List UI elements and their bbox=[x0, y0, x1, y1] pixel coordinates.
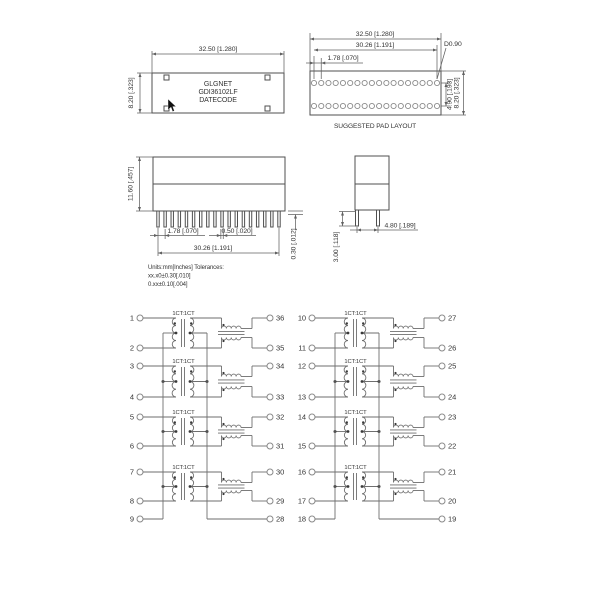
dim-arrow bbox=[310, 62, 314, 65]
junction-dot bbox=[347, 485, 350, 488]
phase-dot bbox=[394, 493, 396, 495]
pad bbox=[420, 80, 425, 85]
pad bbox=[391, 103, 396, 108]
pin-terminal bbox=[267, 363, 273, 369]
choke-winding bbox=[394, 436, 414, 438]
pad bbox=[369, 80, 374, 85]
dim-label: 0.50 [.020] bbox=[221, 228, 253, 235]
phase-dot bbox=[346, 421, 348, 423]
choke-winding bbox=[394, 338, 414, 340]
dim-arrow bbox=[433, 49, 437, 52]
pin-terminal bbox=[309, 315, 315, 321]
junction-dot bbox=[347, 332, 350, 335]
pin-terminal bbox=[439, 363, 445, 369]
schematic-block bbox=[130, 311, 284, 524]
pin bbox=[200, 211, 202, 227]
pin-terminal bbox=[267, 345, 273, 351]
junction-dot bbox=[175, 332, 178, 335]
phase-dot bbox=[362, 370, 364, 372]
pin bbox=[278, 211, 280, 227]
pin bbox=[214, 211, 216, 227]
turns-ratio-label: 1CT:1CT bbox=[172, 465, 195, 471]
phase-dot bbox=[174, 476, 176, 478]
phase-dot bbox=[222, 423, 224, 425]
pin bbox=[242, 211, 244, 227]
pin-number: 29 bbox=[276, 496, 285, 506]
note-line: Units:mm[Inches] Tolerances: bbox=[148, 265, 224, 271]
pad bbox=[427, 80, 432, 85]
pad bbox=[340, 80, 345, 85]
datecode-label: DATECODE bbox=[199, 97, 237, 104]
pin-number: 13 bbox=[297, 392, 306, 402]
dim-arrow bbox=[321, 62, 325, 65]
dim-arrow bbox=[139, 73, 142, 77]
pad bbox=[405, 103, 410, 108]
turns-ratio-label: 1CT:1CT bbox=[344, 359, 367, 365]
pin-number: 14 bbox=[297, 412, 306, 422]
phase-dot bbox=[190, 322, 192, 324]
pad bbox=[340, 103, 345, 108]
dim-label: 1.78 [.070] bbox=[327, 55, 359, 62]
pin-number: 23 bbox=[448, 412, 457, 422]
phase-dot bbox=[174, 322, 176, 324]
pin-number: 19 bbox=[448, 514, 457, 524]
pad bbox=[427, 103, 432, 108]
pin-terminal bbox=[267, 469, 273, 475]
pad bbox=[398, 80, 403, 85]
choke-winding bbox=[394, 374, 414, 376]
pin bbox=[228, 211, 230, 227]
junction-dot bbox=[175, 485, 178, 488]
junction-dot bbox=[361, 485, 364, 488]
pad bbox=[326, 103, 331, 108]
pin-terminal bbox=[137, 443, 143, 449]
phase-dot bbox=[174, 421, 176, 423]
pin bbox=[171, 211, 173, 227]
pin-terminal bbox=[267, 315, 273, 321]
dim-arrow bbox=[374, 229, 378, 232]
phase-dot bbox=[190, 421, 192, 423]
pin-terminal bbox=[439, 469, 445, 475]
choke-winding bbox=[222, 338, 242, 340]
pad bbox=[333, 80, 338, 85]
schematic bbox=[130, 311, 456, 524]
transformer-cell bbox=[143, 465, 267, 501]
pin-number: 6 bbox=[129, 441, 134, 451]
phase-dot bbox=[222, 493, 224, 495]
pin-terminal bbox=[267, 394, 273, 400]
pin-terminal bbox=[267, 414, 273, 420]
dim-arrow bbox=[158, 252, 162, 255]
note-line: 0.xx±0.10[.004] bbox=[148, 282, 188, 288]
dim-label: 0.30 [.012] bbox=[290, 228, 298, 260]
pad bbox=[333, 103, 338, 108]
phase-dot bbox=[346, 322, 348, 324]
pin-terminal bbox=[137, 469, 143, 475]
dim-label: 8.20 [.323] bbox=[128, 77, 135, 109]
phase-dot bbox=[394, 478, 396, 480]
dim-arrow bbox=[139, 109, 142, 113]
transformer-cell bbox=[143, 311, 267, 348]
pin-number: 26 bbox=[448, 343, 457, 353]
pin-number: 7 bbox=[129, 467, 134, 477]
dim-arrow bbox=[341, 212, 344, 216]
dim-arrow bbox=[138, 157, 141, 161]
phase-dot bbox=[222, 389, 224, 391]
note-line: xx.x0±0.30[.010] bbox=[148, 273, 191, 280]
pin-number: 22 bbox=[448, 441, 457, 451]
pin-terminal bbox=[137, 498, 143, 504]
pin-terminal bbox=[137, 345, 143, 351]
phase-dot bbox=[190, 476, 192, 478]
dim-arrow bbox=[152, 53, 156, 56]
dim-arrow bbox=[341, 222, 344, 226]
pin-terminal bbox=[267, 516, 273, 522]
pin-terminal bbox=[309, 516, 315, 522]
corner-pad bbox=[265, 106, 270, 111]
pad bbox=[413, 103, 418, 108]
choke-winding bbox=[394, 480, 414, 482]
pad bbox=[355, 103, 360, 108]
choke-winding bbox=[222, 491, 242, 493]
body-outline bbox=[355, 156, 389, 210]
pin-number: 3 bbox=[129, 361, 134, 371]
pad bbox=[405, 80, 410, 85]
junction-dot bbox=[189, 380, 192, 383]
junction-dot bbox=[189, 485, 192, 488]
pin bbox=[157, 211, 159, 227]
dim-arrow bbox=[294, 215, 297, 219]
pin-number: 2 bbox=[129, 343, 134, 353]
choke-winding bbox=[222, 374, 242, 376]
pad bbox=[311, 103, 316, 108]
choke-winding bbox=[222, 480, 242, 482]
pin-number: 10 bbox=[297, 313, 306, 323]
transformer-cell bbox=[315, 359, 439, 397]
pin bbox=[271, 211, 273, 227]
transformer-cell bbox=[143, 410, 267, 446]
dim-label: 30.26 [1.191] bbox=[355, 42, 395, 49]
pin-terminal bbox=[309, 363, 315, 369]
pin-terminal bbox=[309, 414, 315, 420]
dim-arrow bbox=[217, 234, 221, 237]
choke-winding bbox=[394, 387, 414, 389]
junction-dot bbox=[347, 380, 350, 383]
pin-number: 16 bbox=[297, 467, 306, 477]
pad bbox=[398, 103, 403, 108]
pin-number: 31 bbox=[276, 441, 285, 451]
dim-arrow bbox=[357, 229, 361, 232]
dim-arrow bbox=[138, 207, 141, 211]
turns-ratio-label: 1CT:1CT bbox=[344, 311, 367, 317]
pin-number: 28 bbox=[276, 514, 285, 524]
pad bbox=[319, 103, 324, 108]
dim-label: 32.50 [1.280] bbox=[198, 46, 238, 53]
view-caption: SUGGESTED PAD LAYOUT bbox=[333, 123, 417, 130]
junction-dot bbox=[361, 332, 364, 335]
phase-dot bbox=[362, 421, 364, 423]
pin-terminal bbox=[309, 443, 315, 449]
dim-arrow bbox=[275, 252, 279, 255]
phase-dot bbox=[222, 340, 224, 342]
phase-dot bbox=[394, 438, 396, 440]
turns-ratio-label: 1CT:1CT bbox=[344, 465, 367, 471]
pin bbox=[221, 211, 223, 227]
pin-number: 32 bbox=[276, 412, 285, 422]
pin-terminal bbox=[267, 498, 273, 504]
pin bbox=[377, 210, 380, 226]
dim-label: 30.26 [1.191] bbox=[193, 245, 233, 252]
pad bbox=[377, 80, 382, 85]
junction-dot bbox=[347, 430, 350, 433]
pin-terminal bbox=[439, 394, 445, 400]
phase-dot bbox=[362, 322, 364, 324]
pin-terminal bbox=[439, 498, 445, 504]
pin bbox=[192, 211, 194, 227]
phase-dot bbox=[174, 370, 176, 372]
pad bbox=[434, 80, 439, 85]
pad bbox=[369, 103, 374, 108]
pin bbox=[356, 210, 359, 226]
dim-arrow bbox=[437, 38, 441, 41]
pin bbox=[256, 211, 258, 227]
front-view bbox=[128, 157, 304, 260]
choke-winding bbox=[222, 425, 242, 427]
turns-ratio-label: 1CT:1CT bbox=[172, 410, 195, 416]
pin-number: 18 bbox=[297, 514, 306, 524]
phase-dot bbox=[222, 372, 224, 374]
part-number-label: GDI36102LF bbox=[198, 89, 238, 96]
schematic-block bbox=[298, 311, 456, 524]
pin-terminal bbox=[309, 469, 315, 475]
pin-terminal bbox=[267, 443, 273, 449]
transformer-cell bbox=[315, 465, 439, 501]
dim-arrow bbox=[154, 234, 158, 237]
dim-label: 4.90 [.193] bbox=[446, 78, 454, 111]
pad bbox=[326, 80, 331, 85]
phase-dot bbox=[190, 370, 192, 372]
transformer-cell bbox=[143, 359, 267, 397]
transformer-cell bbox=[315, 311, 439, 348]
dim-arrow bbox=[462, 71, 465, 75]
pin-terminal bbox=[137, 414, 143, 420]
pin-number: 11 bbox=[298, 343, 306, 353]
dim-label: D0.90 bbox=[444, 41, 462, 48]
turns-ratio-label: 1CT:1CT bbox=[172, 359, 195, 365]
choke-winding bbox=[222, 387, 242, 389]
transformer-cell bbox=[315, 410, 439, 446]
turns-ratio-label: 1CT:1CT bbox=[172, 311, 195, 317]
phase-dot bbox=[394, 372, 396, 374]
pin bbox=[249, 211, 251, 227]
pin-number: 21 bbox=[448, 467, 457, 477]
pin bbox=[178, 211, 180, 227]
phase-dot bbox=[394, 389, 396, 391]
pin-number: 25 bbox=[448, 361, 457, 371]
pin bbox=[164, 211, 166, 227]
pin-number: 5 bbox=[129, 412, 134, 422]
pin-number: 34 bbox=[276, 361, 285, 371]
pin-terminal bbox=[309, 498, 315, 504]
pad bbox=[384, 103, 389, 108]
choke-winding bbox=[222, 326, 242, 328]
pin-terminal bbox=[137, 363, 143, 369]
dim-arrow bbox=[462, 111, 465, 115]
junction-dot bbox=[175, 380, 178, 383]
pin-number: 33 bbox=[276, 392, 285, 402]
dim-label: 8.20 [.323] bbox=[453, 77, 461, 109]
pin-number: 15 bbox=[297, 441, 306, 451]
phase-dot bbox=[346, 370, 348, 372]
junction-dot bbox=[189, 430, 192, 433]
pin-number: 24 bbox=[448, 392, 457, 402]
pad bbox=[384, 80, 389, 85]
pad bbox=[362, 80, 367, 85]
pin-terminal bbox=[137, 315, 143, 321]
pin bbox=[185, 211, 187, 227]
pad bbox=[355, 80, 360, 85]
junction-dot bbox=[189, 332, 192, 335]
pin-terminal bbox=[137, 516, 143, 522]
pad bbox=[391, 80, 396, 85]
phase-dot bbox=[394, 340, 396, 342]
top-view bbox=[128, 46, 284, 113]
choke-winding bbox=[394, 326, 414, 328]
junction-dot bbox=[361, 430, 364, 433]
phase-dot bbox=[394, 324, 396, 326]
pad bbox=[348, 80, 353, 85]
side-view bbox=[333, 156, 418, 262]
junction-dot bbox=[175, 430, 178, 433]
turns-ratio-label: 1CT:1CT bbox=[344, 410, 367, 416]
pin-terminal bbox=[439, 315, 445, 321]
pad bbox=[348, 103, 353, 108]
pad bbox=[319, 80, 324, 85]
corner-pad bbox=[164, 75, 169, 80]
pin-number: 30 bbox=[276, 467, 285, 477]
corner-pad bbox=[265, 75, 270, 80]
choke-winding bbox=[394, 491, 414, 493]
pin-number: 12 bbox=[297, 361, 306, 371]
phase-dot bbox=[222, 438, 224, 440]
pin bbox=[207, 211, 209, 227]
pad bbox=[377, 103, 382, 108]
pad bbox=[434, 103, 439, 108]
pin-number: 8 bbox=[129, 496, 134, 506]
dim-arrow bbox=[280, 53, 284, 56]
choke-winding bbox=[394, 425, 414, 427]
phase-dot bbox=[222, 324, 224, 326]
pad bbox=[420, 103, 425, 108]
pin-number: 20 bbox=[448, 496, 457, 506]
dim-label: 32.50 [1.280] bbox=[355, 31, 395, 38]
pin-terminal bbox=[309, 345, 315, 351]
phase-dot bbox=[394, 423, 396, 425]
pad bbox=[413, 80, 418, 85]
pin-number: 27 bbox=[448, 313, 457, 323]
phase-dot bbox=[222, 478, 224, 480]
pin-terminal bbox=[309, 394, 315, 400]
pin-number: 1 bbox=[129, 313, 134, 323]
pin-terminal bbox=[439, 516, 445, 522]
pin bbox=[264, 211, 266, 227]
pad bbox=[362, 103, 367, 108]
dim-arrow bbox=[310, 38, 314, 41]
pad bbox=[311, 80, 316, 85]
pin-terminal bbox=[439, 443, 445, 449]
brand-label: GLGNET bbox=[203, 81, 233, 88]
tolerance-notes bbox=[148, 265, 224, 288]
dim-label: 11.60 [.457] bbox=[127, 166, 135, 202]
pin-number: 4 bbox=[129, 392, 134, 402]
pin-terminal bbox=[439, 414, 445, 420]
phase-dot bbox=[346, 476, 348, 478]
pin-number: 9 bbox=[129, 514, 134, 524]
phase-dot bbox=[362, 476, 364, 478]
pin-terminal bbox=[439, 345, 445, 351]
pin bbox=[235, 211, 237, 227]
dim-label: 1.78 [.070] bbox=[167, 228, 199, 235]
choke-winding bbox=[222, 436, 242, 438]
pin-number: 17 bbox=[297, 496, 306, 506]
pin-number: 36 bbox=[276, 313, 285, 323]
pin-number: 35 bbox=[276, 343, 285, 353]
junction-dot bbox=[361, 380, 364, 383]
pin-terminal bbox=[137, 394, 143, 400]
dim-label: 4.80 [.189] bbox=[384, 222, 416, 230]
dim-arrow bbox=[314, 49, 318, 52]
dim-label: 3.00 [.118] bbox=[333, 231, 340, 263]
pad-layout-view bbox=[306, 31, 466, 130]
